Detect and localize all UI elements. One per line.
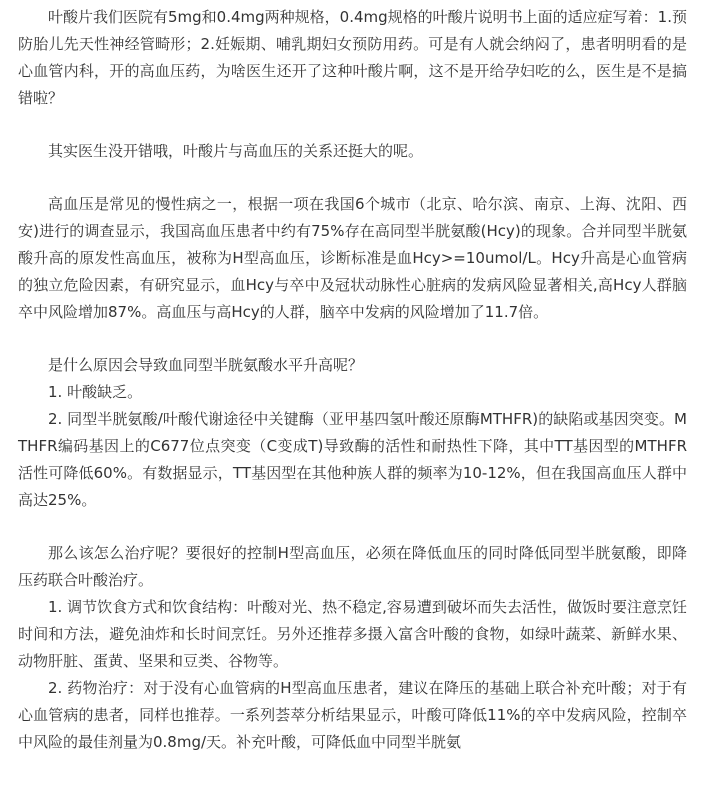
treatment-item-diet: 1. 调节饮食方式和饮食结构：叶酸对光、热不稳定,容易遭到破坏而失去活性，做饭时要注意烹饪时间和方法，避免油炸和长时间烹饪。另外还推荐多摄入富含叶酸的食物，如绿叶蔬菜、新鲜水果、动物肝脏、蛋黄、坚果和豆类、谷物等。	[18, 598, 687, 670]
paragraph-hypertension-hcy: 高血压是常见的慢性病之一，根据一项在我国6个城市（北京、哈尔滨、南京、上海、沈阳、西安)进行的调查显示，我国高血压患者中约有75%存在高同型半胱氨酸(Hcy)的现象。合并同型半胱氨酸升高的原发性高血压，被称为H型高血压，诊断标准是血Hcy>=10umol/L。Hcy升高是心血管病的独立危险因素，有研究显示，血Hcy与卒中及冠状动脉性心脏病的发病风险显著相关,高Hcy人群脑卒中风险增加87%。高血压与高Hcy的人群，脑卒中发病的风险增加了11.7倍。	[18, 195, 687, 321]
treatment-intro: 那么该怎么治疗呢？要很好的控制H型高血压，必须在降低血压的同时降低同型半胱氨酸，即降压药联合叶酸治疗。	[18, 544, 687, 589]
paragraph-gap	[18, 326, 687, 352]
paragraph-gap	[18, 112, 687, 138]
paragraph-gap	[18, 165, 687, 191]
paragraph-gap	[18, 514, 687, 540]
cause-item-mthfr-mutation: 2. 同型半胱氨酸/叶酸代谢途径中关键酶（亚甲基四氢叶酸还原酶MTHFR)的缺陷或基因突变。MTHFR编码基因上的C677位点突变（C变成T)导致酶的活性和耐热性下降，其中TT基因型的MTHFR活性可降低60%。有数据显示，TT基因型在其他种族人群的频率为10-12%，但在我国高血压人群中高达25%。	[18, 410, 687, 509]
paragraph-doctor-not-wrong: 其实医生没开错哦，叶酸片与高血压的关系还挺大的呢。	[48, 142, 424, 160]
cause-item-folate-deficiency: 1. 叶酸缺乏。	[48, 383, 143, 401]
treatment-item-medication: 2. 药物治疗：对于没有心血管病的H型高血压患者，建议在降压的基础上联合补充叶酸；对于有心血管病的患者，同样也推荐。一系列荟萃分析结果显示，叶酸可降低11%的卒中发病风险，控制卒中风险的最佳剂量为0.8mg/天。补充叶酸，可降低血中同型半胱氨	[18, 679, 687, 751]
paragraph-folic-acid-specs: 叶酸片我们医院有5mg和0.4mg两种规格，0.4mg规格的叶酸片说明书上面的适应症写着：1.预防胎儿先天性神经管畸形；2.妊娠期、哺乳期妇女预防用药。可是有人就会纳闷了，患者明明看的是心血管内科，开的高血压药，为啥医生还开了这种叶酸片啊，这不是开给孕妇吃的么，医生是不是搞错啦？	[18, 8, 687, 107]
causes-question: 是什么原因会导致血同型半胱氨酸水平升高呢？	[48, 356, 364, 374]
